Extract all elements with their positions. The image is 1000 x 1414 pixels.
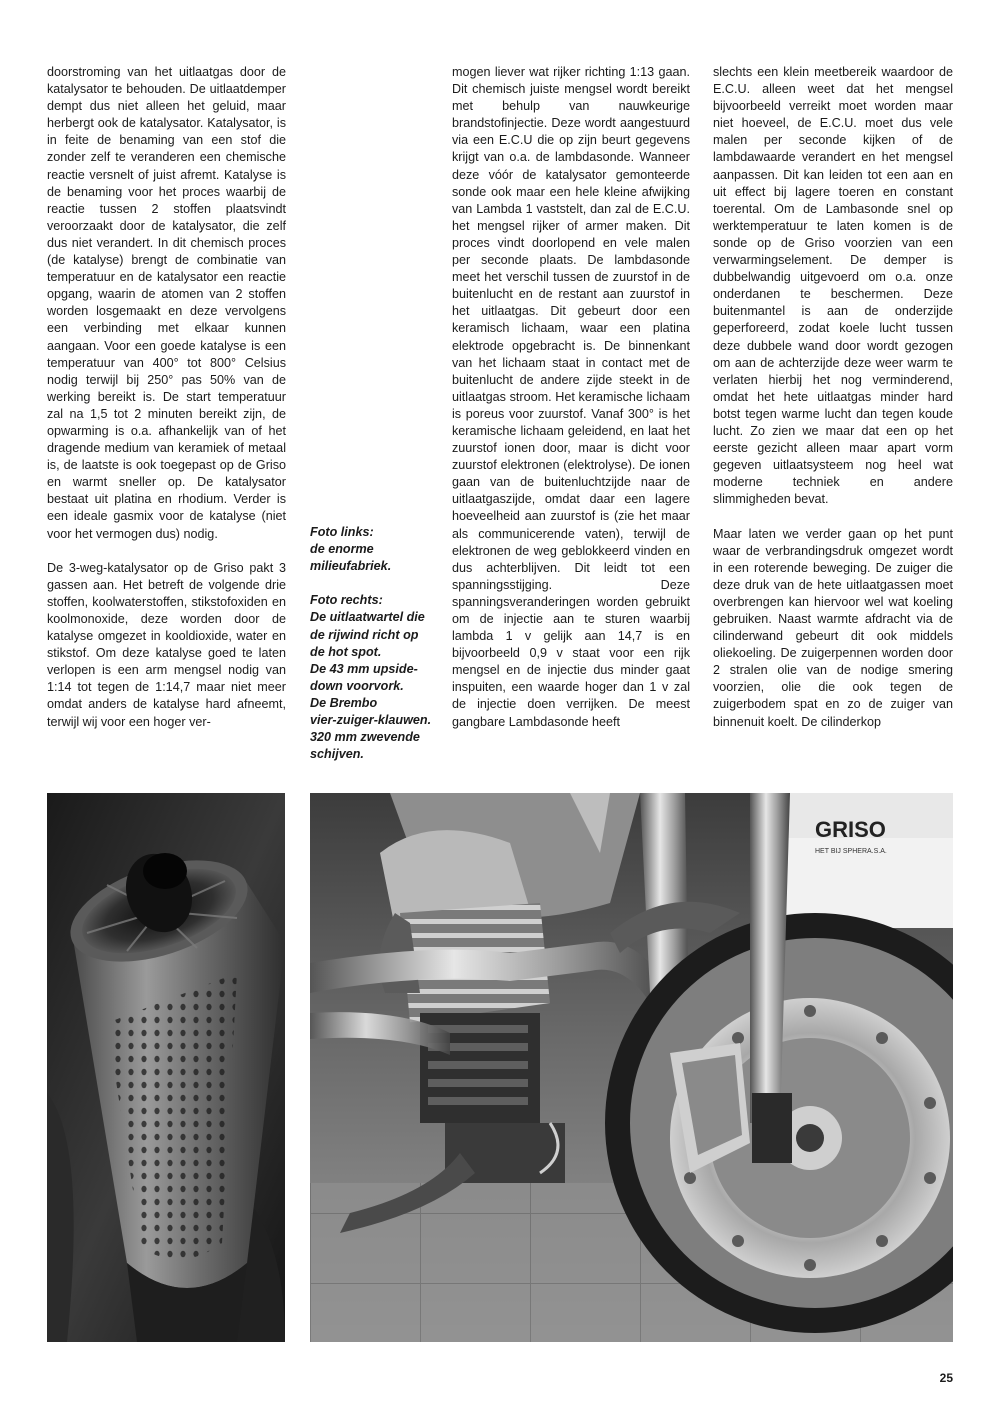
- text-column-3: [452, 64, 690, 731]
- caption-line: 320 mm zwevende: [310, 730, 420, 745]
- caption-line: milieufabriek.: [310, 559, 392, 574]
- caption-line: de rijwind richt op: [310, 627, 419, 642]
- paragraph: mogen liever wat rijker richting 1:13 gaan. Dit chemisch juiste mengsel wordt bereikt met behulp van nauwkeurige brandstofinjectie. Deze wordt aangestuurd via een E.C.U die op zijn beurt gegevens krijgt van o.a. de lambdasonde. Wanneer deze vóór de katalysator gemonteerde sonde ook maar een hele kleine afwijking van Lambda 1 vaststelt, dan zal de E.C.U. het mengsel rijker of armer maken. Dit proces vindt doorlopend en vele malen per seconde plaats. De lambdasonde meet het verschil tussen de zuurstof in de buitenlucht en de restant aan zuurstof in het uitlaatgas. Dit gebeurt door een keramisch lichaam, waar een platina elektrode opgebracht is. De binnenkant van het lichaam staat in contact met de buitenlucht de andere zijde steekt in de uitlaatgas stroom. Het keramische lichaam is poreus voor zuurstof. Vanaf 300° is het keramische lichaam geleidend, en laat het zuurstof ionen door, maar is dicht voor zuurstof elektronen (elektrolyse). De ionen gaan van de buitenluchtzijde naar de uitlaatgaszijde, omdat daar een lagere hoeveelheid aan zuurstof is (zie het maar als communicerende vaten), terwijl de elektronen de weg geblokkeerd vinden en dus achterblijven. Dit leidt tot een spanningsstijging. Deze spanningsveranderingen worden gebruikt om de injectie aan te sturen waarbij lambda 1 v gelijk aan 14,7 is en bijvoorbeeld 0,9 v staat voor een rijk mengsel en de injectie dus minder gaat inspuiten, een waarde hoger dan 1 v zal de injectie doen verrijken. De meest gangbare Lambdasonde heeft: [452, 65, 690, 729]
- caption-line: Foto rechts:: [310, 593, 383, 608]
- caption-line: De 43 mm upside-: [310, 661, 418, 676]
- caption-photo-left: [310, 524, 432, 575]
- text-column-4: [713, 64, 953, 731]
- showroom-sign-text: GRISO: [815, 817, 886, 842]
- caption-line: de enorme: [310, 542, 374, 557]
- motorcycle-front-image: [310, 793, 953, 1342]
- paragraph: De 3-weg-katalysator op de Griso pakt 3 gassen aan. Het betreft de volgende drie stoffen, koolwaterstoffen, stikstofoxiden en koolmonoxide, deze worden door de katalyse omgezet in kooldioxide, water en stikstof. Om deze katalyse goed te laten verlopen is een arm mengsel nodig van 1:14 tot tegen de 1:14,7 maar niet meer omdat anders de katalyse hard afneemt, terwijl wij voor een hoger ver-: [47, 560, 286, 729]
- caption-line: down voorvork.: [310, 678, 404, 693]
- caption-line: de hot spot.: [310, 644, 382, 659]
- photo-exhaust-silencer: [47, 793, 285, 1342]
- photo-motorcycle-front: [310, 793, 953, 1342]
- exhaust-silencer-image: [47, 793, 285, 1342]
- paragraph: slechts een klein meetbereik waardoor de E.C.U. alleen weet dat het mengsel bijvoorbeeld verreikt moet worden maar niet hoeveel, de E.C.U. moet dus vele malen per seconde kijken of de lambdawaarde verandert en het mengsel aanpassen. Dit kan leiden tot een aan en uit effect bij lagere toeren en constant toerental. Om de Lambasonde snel op werktemperatuur te laten komen is de sonde op de Griso voorzien van een verwarmingselement. De demper is dubbelwandig uitgevoerd om o.a. onze onderdanen te beschermen. Deze buitenmantel is aan de onderzijde geperforeerd, zodat koele lucht tussen deze dubbele wand door wordt gezogen om aan de achterzijde deze weer warm te verlaten hierbij het nog verminderend, omdat het hete uitlaatgas minder hard botst tegen warme lucht dan tegen koude lucht. Zo zien we maar dat een op het eerste gezicht alleen maar apart vorm gegeven uitlaatsysteem nog heel wat moderne techniek en andere slimmigheden bevat.: [713, 65, 953, 507]
- photo-captions: [310, 524, 432, 763]
- caption-photo-right: [310, 592, 432, 763]
- caption-line: vier-zuiger-klauwen.: [310, 713, 432, 728]
- caption-line: Foto links:: [310, 525, 374, 539]
- caption-line: De uitlaatwartel die: [310, 610, 425, 625]
- page-number: 25: [939, 1371, 953, 1385]
- paragraph: doorstroming van het uitlaatgas door de katalysator te behouden. De uitlaatdemper dempt dus niet alleen het geluid, maar herbergt ook de katalysator. Katalysator, is in feite de benaming van een stof die zonder zelf te veranderen een chemische reactie versnelt of juist afremt. Katalyse is de benaming voor het proces waarbij de reactie tussen 2 stoffen plaatsvindt veroorzaakt door de katalysator, die zelf dus niet verandert. In dit chemisch proces (de katalyse) brengt de combinatie van temperatuur en de katalysator een reactie opgang, waarin de atomen van 2 stoffen worden losgemaakt en deze vervolgens een verbinding met elkaar kunnen aangaan. Voor een goede katalyse is een temperatuur van 400° tot 800° Celsius nodig terwijl bij 250° pas 50% van de werking bereikt is. De start temperatuur zal na 1,5 tot 2 minuten bereikt zijn, de opwarming is o.a. afhankelijk van of het dragende medium van keramiek of metaal is, de laatste is ook toegepast op de Griso en warmt sneller op. De katalysator bestaat uit platina en rhodium. Verder is een ideale gasmix voor de katalyse (niet voor het vermogen dus) nodig.: [47, 65, 286, 541]
- caption-line: schijven.: [310, 747, 364, 762]
- text-column-1: [47, 64, 286, 731]
- showroom-sign-subtext: HET BIJ SPHERA.S.A.: [815, 848, 887, 855]
- caption-line: De Brembo: [310, 695, 378, 710]
- paragraph: Maar laten we verder gaan op het punt waar de verbrandingsdruk omgezet wordt in een roterende beweging. De zuiger die deze druk van de hete uitlaatgassen moet overbrengen kan hiervoor wel wat koeling gebruiken. Naast warmte afdracht via de cilinderwand gebeurt dit ook middels oliekoeling. De zuigerpennen worden door 2 stralen olie van de nodige smering voorzien, olie die ook tegen de zuigerbodem spat en zo de zuiger van binnenuit koelt. De cilinderkop: [713, 526, 953, 729]
